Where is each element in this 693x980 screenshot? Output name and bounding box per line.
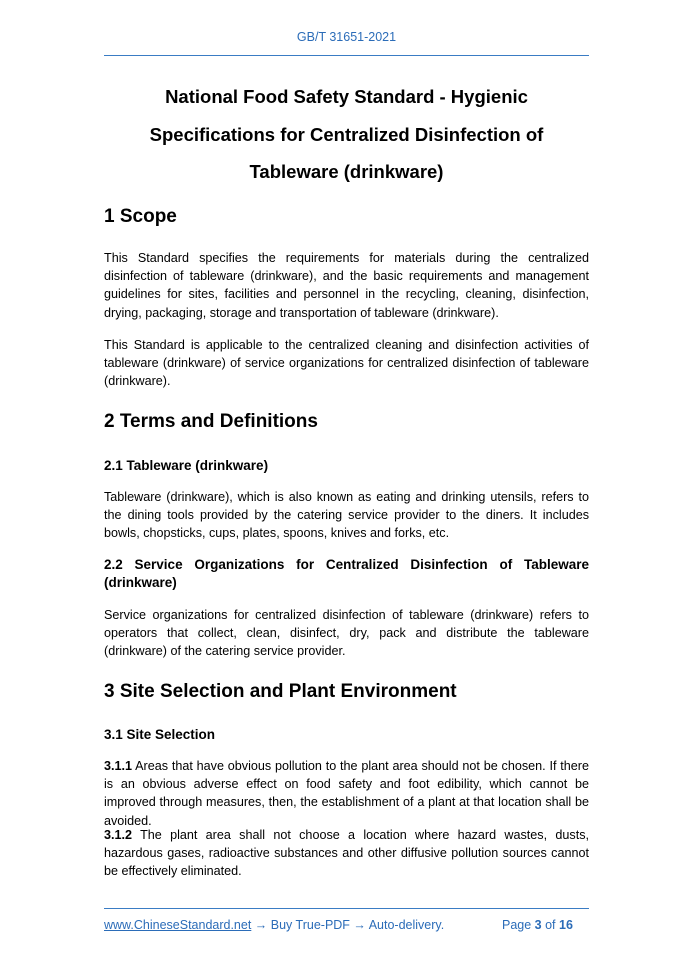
- definition-2-2-text: Service organizations for centralized disinfection of tableware (drinkware) refers to operators that collect, clean, disinfect, dry, pack and distribute the tableware (drinkware) of the catering service provider.: [104, 608, 589, 659]
- title-line-3: Tableware (drinkware): [249, 161, 444, 182]
- header-divider: [104, 55, 589, 56]
- clause-3-1-1-text: Areas that have obvious pollution to the plant area should not be chosen. If there is an obvious adverse effect on food safety and foot edibility, which cannot be improved through measures, then, the establishment of a plant at that location shall be avoided.: [104, 759, 589, 828]
- clause-3-1-1: [104, 757, 589, 830]
- page-total: 16: [559, 918, 573, 932]
- header-standard-code: GB/T 31651-2021: [296, 30, 397, 44]
- scope-paragraph-2: This Standard is applicable to the centralized cleaning and disinfection activities of tableware (drinkware) of service organizations for centralized disinfection of tableware (drinkware).: [104, 338, 589, 389]
- page-indicator: [502, 918, 573, 932]
- clause-3-1-2-text: The plant area shall not choose a location where hazard wastes, dusts, hazardous gases, radioactive substances and other diffusive pollution sources cannot be effectively eliminated.: [104, 828, 589, 879]
- section-3-heading: 3 Site Selection and Plant Environment: [104, 681, 457, 702]
- scope-paragraph-1: This Standard specifies the requirements for materials during the centralized disinfection of tableware (drinkware), and the basic requirements and management guidelines for sites, facilities and personnel in the recycling, cleaning, disinfection, drying, packaging, storage and transportation of tableware (drinkware).: [104, 251, 589, 320]
- clause-3-1-1-number: 3.1.1: [104, 759, 133, 773]
- page-of-label: of: [541, 918, 559, 932]
- clause-3-1-2: [104, 826, 589, 881]
- footer-promo-text: → Buy True-PDF → Auto-delivery.: [251, 918, 445, 932]
- section-1-heading: 1 Scope: [104, 206, 177, 227]
- page-number: 3: [534, 918, 542, 932]
- website-link[interactable]: www.ChineseStandard.net: [104, 918, 252, 932]
- title-line-1: National Food Safety Standard - Hygienic: [165, 86, 528, 107]
- title-line-2: Specifications for Centralized Disinfection of: [149, 123, 544, 145]
- subsection-2-2-heading: 2.2 Service Organizations for Centralized Disinfection of Tableware (drinkware): [104, 557, 589, 590]
- section-2-heading: 2 Terms and Definitions: [104, 411, 318, 432]
- document-title: [104, 78, 589, 191]
- footer-promo: [104, 918, 444, 932]
- page-label: Page: [502, 918, 535, 932]
- clause-3-1-2-number: 3.1.2: [104, 828, 133, 842]
- subsection-2-1-heading: 2.1 Tableware (drinkware): [104, 458, 269, 473]
- subsection-3-1-heading: 3.1 Site Selection: [104, 727, 216, 742]
- definition-2-1-text: Tableware (drinkware), which is also known as eating and drinking utensils, refers to the dining tools provided by the catering service provider to the diners. It includes bowls, chopsticks, cups, plates, spoons, knives and forks, etc.: [104, 490, 589, 541]
- footer-divider: [104, 908, 589, 909]
